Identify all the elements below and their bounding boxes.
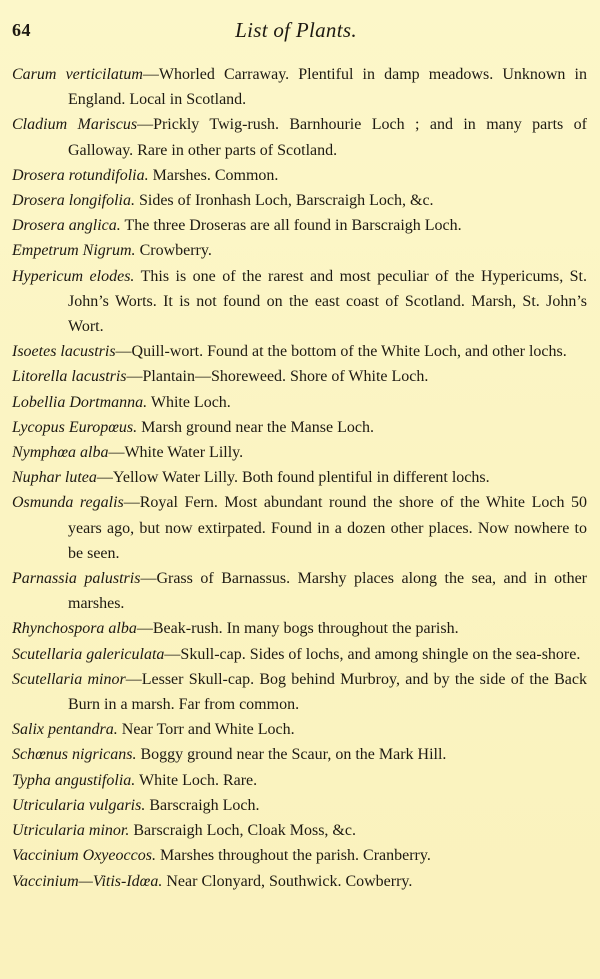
latin-name: Scutellaria minor bbox=[12, 670, 126, 688]
plant-entry bbox=[12, 238, 587, 263]
plant-entry bbox=[12, 717, 587, 742]
entry-description: —Whorled Carraway. Plentiful in damp meadows. Unknown in England. Local in Scotland. bbox=[68, 66, 588, 109]
plant-entry bbox=[12, 768, 587, 793]
latin-name: Osmunda regalis bbox=[12, 494, 124, 512]
entry-description: —White Water Lilly. bbox=[108, 444, 244, 462]
latin-name: Schœnus nigricans. bbox=[12, 746, 137, 764]
latin-name: Litorella lacustris bbox=[12, 368, 127, 386]
latin-name: Vaccinium—Vitis-Idœa. bbox=[12, 872, 163, 890]
entry-description: Marsh ground near the Manse Loch. bbox=[137, 418, 374, 436]
entry-description: White Loch. bbox=[147, 393, 231, 411]
latin-name: Lycopus Europœus. bbox=[12, 418, 138, 436]
plant-entry bbox=[12, 642, 587, 667]
entry-description: Barscraigh Loch, Cloak Moss, &c. bbox=[129, 822, 356, 840]
plant-entry bbox=[12, 869, 587, 894]
plant-entry bbox=[12, 465, 587, 490]
latin-name: Cladium Mariscus bbox=[12, 116, 138, 134]
plant-entry bbox=[12, 364, 587, 389]
entry-description: Marshes. Common. bbox=[148, 166, 279, 184]
entry-description: Near Clonyard, Southwick. Cowberry. bbox=[162, 872, 413, 890]
entry-description: —Skull-cap. Sides of lochs, and among shingle on the sea-shore. bbox=[164, 645, 581, 663]
running-title: List of Plants. bbox=[235, 18, 357, 42]
entry-description: Near Torr and White Loch. bbox=[117, 721, 295, 739]
plant-entry bbox=[12, 390, 587, 415]
latin-name: Drosera rotundifolia. bbox=[12, 166, 149, 184]
entry-description: —Yellow Water Lilly. Both found plentiful in different lochs. bbox=[96, 469, 490, 487]
latin-name: Typha angustifolia. bbox=[12, 771, 136, 789]
latin-name: Empetrum Nigrum. bbox=[12, 242, 136, 260]
entry-description: Sides of Ironhash Loch, Barscraigh Loch, &c. bbox=[134, 192, 434, 210]
entry-description: —Prickly Twig-rush. Barnhourie Loch ; and in many parts of Galloway. Rare in other parts of Scotland. bbox=[68, 116, 587, 159]
plant-entry bbox=[12, 742, 587, 767]
entry-description: —Royal Fern. Most abundant round the shore of the White Loch 50 years ago, but now extirpated. Found in a dozen other places. Now nowhere to be seen. bbox=[68, 494, 588, 562]
plant-entry bbox=[12, 566, 587, 616]
plant-entry bbox=[12, 490, 587, 566]
latin-name: Scutellaria galericulata bbox=[12, 645, 165, 663]
page-header bbox=[12, 18, 580, 48]
latin-name: Nuphar lutea bbox=[12, 469, 97, 487]
plant-entry bbox=[12, 440, 587, 465]
latin-name: Nymphœa alba bbox=[12, 444, 109, 462]
plant-entry bbox=[12, 62, 587, 112]
page-number: 64 bbox=[12, 20, 31, 40]
plant-list bbox=[12, 62, 587, 894]
latin-name: Utricularia minor. bbox=[12, 822, 130, 840]
latin-name: Isoetes lacustris bbox=[12, 343, 116, 361]
plant-entry bbox=[12, 616, 587, 641]
entry-description: White Loch. Rare. bbox=[135, 771, 258, 789]
latin-name: Hypericum elodes. bbox=[12, 267, 135, 285]
plant-entry bbox=[12, 163, 587, 188]
latin-name: Vaccinium Oxyeoccos. bbox=[12, 847, 156, 865]
latin-name: Rhynchospora alba bbox=[12, 620, 137, 638]
latin-name: Drosera longifolia. bbox=[12, 192, 135, 210]
latin-name: Utricularia vulgaris. bbox=[12, 796, 146, 814]
entry-description: —Grass of Barnassus. Marshy places along the sea, and in other marshes. bbox=[68, 570, 588, 613]
plant-entry bbox=[12, 213, 587, 238]
plant-entry bbox=[12, 188, 587, 213]
plant-entry bbox=[12, 793, 587, 818]
entry-description: —Quill-wort. Found at the bottom of the White Loch, and other lochs. bbox=[115, 343, 567, 361]
latin-name: Drosera anglica. bbox=[12, 217, 121, 235]
plant-entry bbox=[12, 339, 587, 364]
plant-entry bbox=[12, 415, 587, 440]
entry-description: Boggy ground near the Scaur, on the Mark Hill. bbox=[136, 746, 447, 764]
entry-description: —Beak-rush. In many bogs throughout the parish. bbox=[136, 620, 459, 638]
latin-name: Carum verticilatum bbox=[12, 66, 143, 83]
plant-entry bbox=[12, 818, 587, 843]
latin-name: Lobellia Dortmanna. bbox=[12, 393, 148, 411]
entry-description: Crowberry. bbox=[135, 242, 212, 260]
entry-description: Marshes throughout the parish. Cranberry. bbox=[155, 847, 431, 865]
entry-description: —Lesser Skull-cap. Bog behind Murbroy, and by the side of the Back Burn in a marsh. Far from common. bbox=[68, 670, 588, 714]
entry-description: The three Droseras are all found in Barscraigh Loch. bbox=[120, 217, 462, 235]
entry-description: —Plantain—Shoreweed. Shore of White Loch. bbox=[126, 368, 429, 386]
plant-entry bbox=[12, 264, 587, 340]
plant-entry bbox=[12, 667, 587, 717]
entry-description: This is one of the rarest and most peculiar of the Hypericums, St. John’s Worts. It is not found on the east coast of Scotland. Marsh, St. John’s Wort. bbox=[68, 267, 588, 336]
latin-name: Parnassia palustris bbox=[12, 570, 141, 588]
plant-entry bbox=[12, 843, 587, 868]
entry-description: Barscraigh Loch. bbox=[145, 796, 260, 814]
plant-entry bbox=[12, 112, 587, 162]
latin-name: Salix pentandra. bbox=[12, 721, 118, 739]
